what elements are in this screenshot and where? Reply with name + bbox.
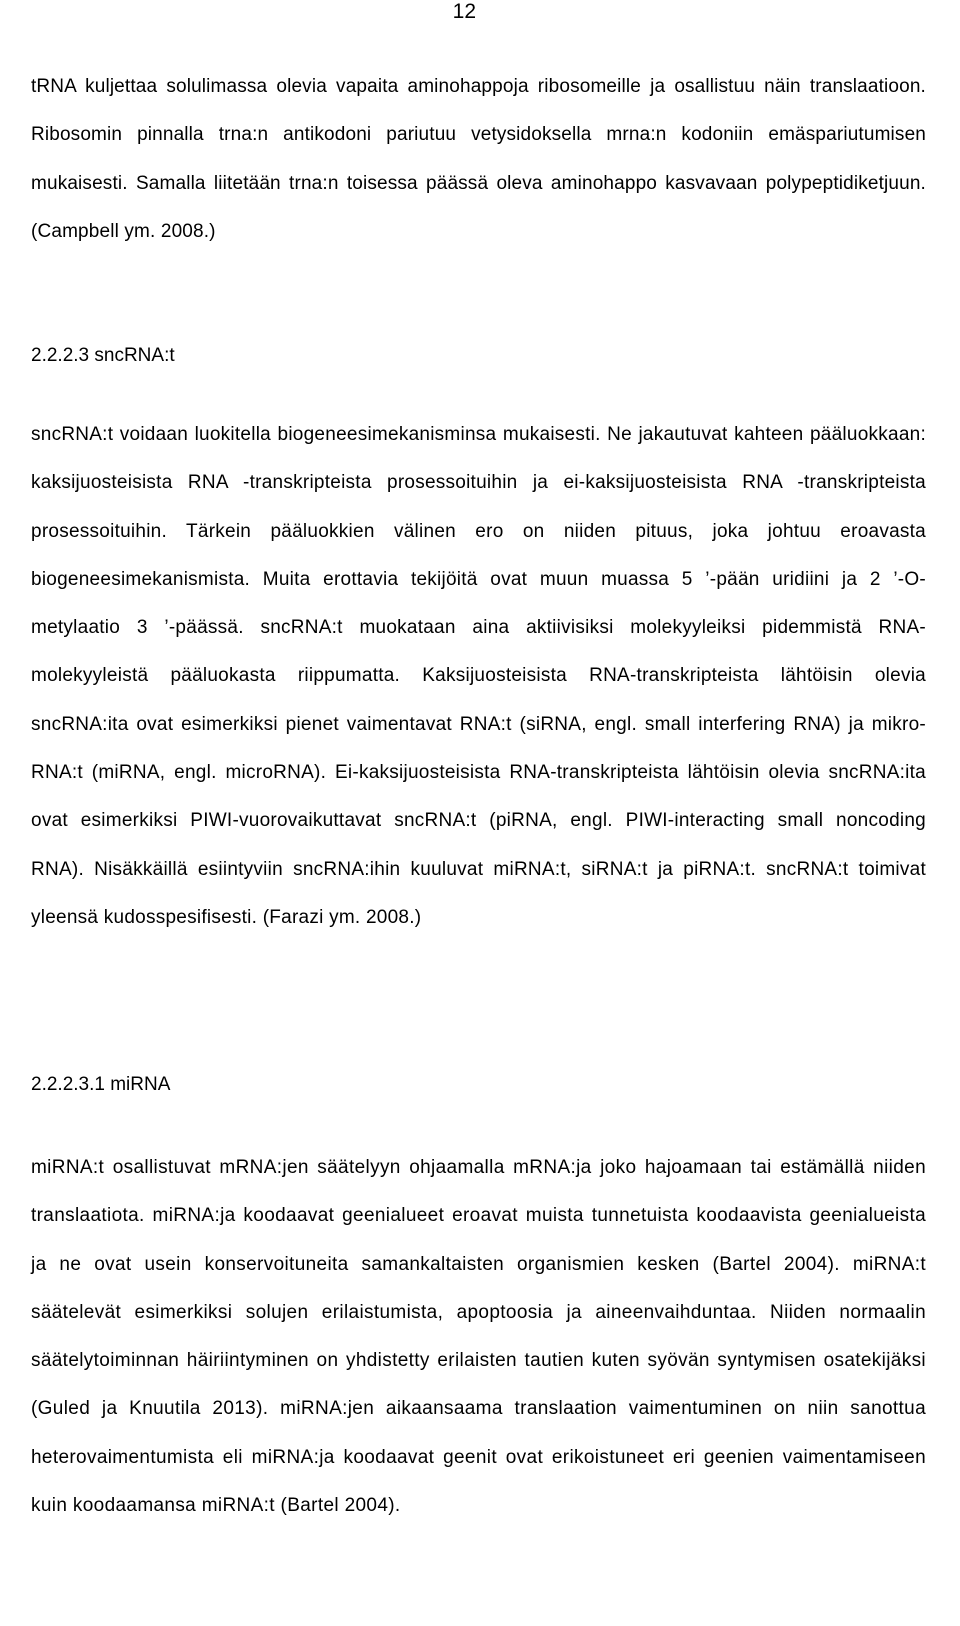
paragraph-mirna-function: miRNA:t osallistuvat mRNA:jen säätelyyn ohjaamalla mRNA:ja joko hajoamaan tai estämällä niiden translaatiota. miRNA:ja koodaavat geenialueet eroavat muista tunnetuista koodaavista geenialueista ja ne ovat usein konservoituneita samankaltaisten organismien kesken (Bartel 2004). miRNA:t säätelevät esimerkiksi solujen erilaistumista, apoptoosia ja aineenvaihduntaa. Niiden normaalin säätelytoiminnan häiriintyminen on yhdistetty erilaisten tautien kuten syövän syntymisen osatekijäksi (Guled ja Knuutila 2013). miRNA:jen aikaansaama translaation vaimentuminen on niin sanottua heterovaimentumista eli miRNA:ja koodaavat geenit ovat erikoistuneet eri geenien vaimentamiseen kuin koodaamansa miRNA:t (Bartel 2004). [31, 1157, 926, 1517]
section-heading-mirna: 2.2.2.3.1 miRNA [31, 1074, 171, 1095]
paragraph-sncrna-classification: sncRNA:t voidaan luokitella biogeneesimekanisminsa mukaisesti. Ne jakautuvat kahteen pääluokkaan: kaksijuosteisista RNA -transkripteista prosessoituihin ja ei-kaksijuosteisista RNA -transkripteista prosessoituihin. Tärkein pääluokkien välinen ero on niiden pituus, joka johtuu eroavasta biogeneesimekanismista. Muita erottavia tekijöitä ovat muun muassa 5 ’-pään uridiini ja 2 ’-O-metylaatio 3 ’-päässä. sncRNA:t muokataan aina aktiivisiksi molekyyleiksi pidemmistä RNA-molekyyleistä pääluokasta riippumatta. Kaksijuosteisista RNA-transkripteista lähtöisin olevia sncRNA:ita ovat esimerkiksi pienet vaimentavat RNA:t (siRNA, engl. small interfering RNA) ja mikro-RNA:t (miRNA, engl. microRNA). Ei-kaksijuosteisista RNA-transkripteista lähtöisin olevia sncRNA:ita ovat esimerkiksi PIWI-vuorovaikuttavat sncRNA:t (piRNA, engl. PIWI-interacting small noncoding RNA). Nisäkkäillä esiintyviin sncRNA:ihin kuuluvat miRNA:t, siRNA:t ja piRNA:t. sncRNA:t toimivat yleensä kudosspesifisesti. (Farazi ym. 2008.) [31, 424, 926, 928]
paragraph-trna-translation: tRNA kuljettaa solulimassa olevia vapaita aminohappoja ribosomeille ja osallistuu näin translaatioon. Ribosomin pinnalla trna:n antikodoni pariutuu vetysidoksella mrna:n kodoniin emäspariutumisen mukaisesti. Samalla liitetään trna:n toisessa päässä oleva aminohappo kasvavaan polypeptidiketjuun. (Campbell ym. 2008.) [31, 76, 926, 242]
page-number: 12 [452, 0, 476, 23]
section-heading-sncrna: 2.2.2.3 sncRNA:t [31, 345, 175, 366]
